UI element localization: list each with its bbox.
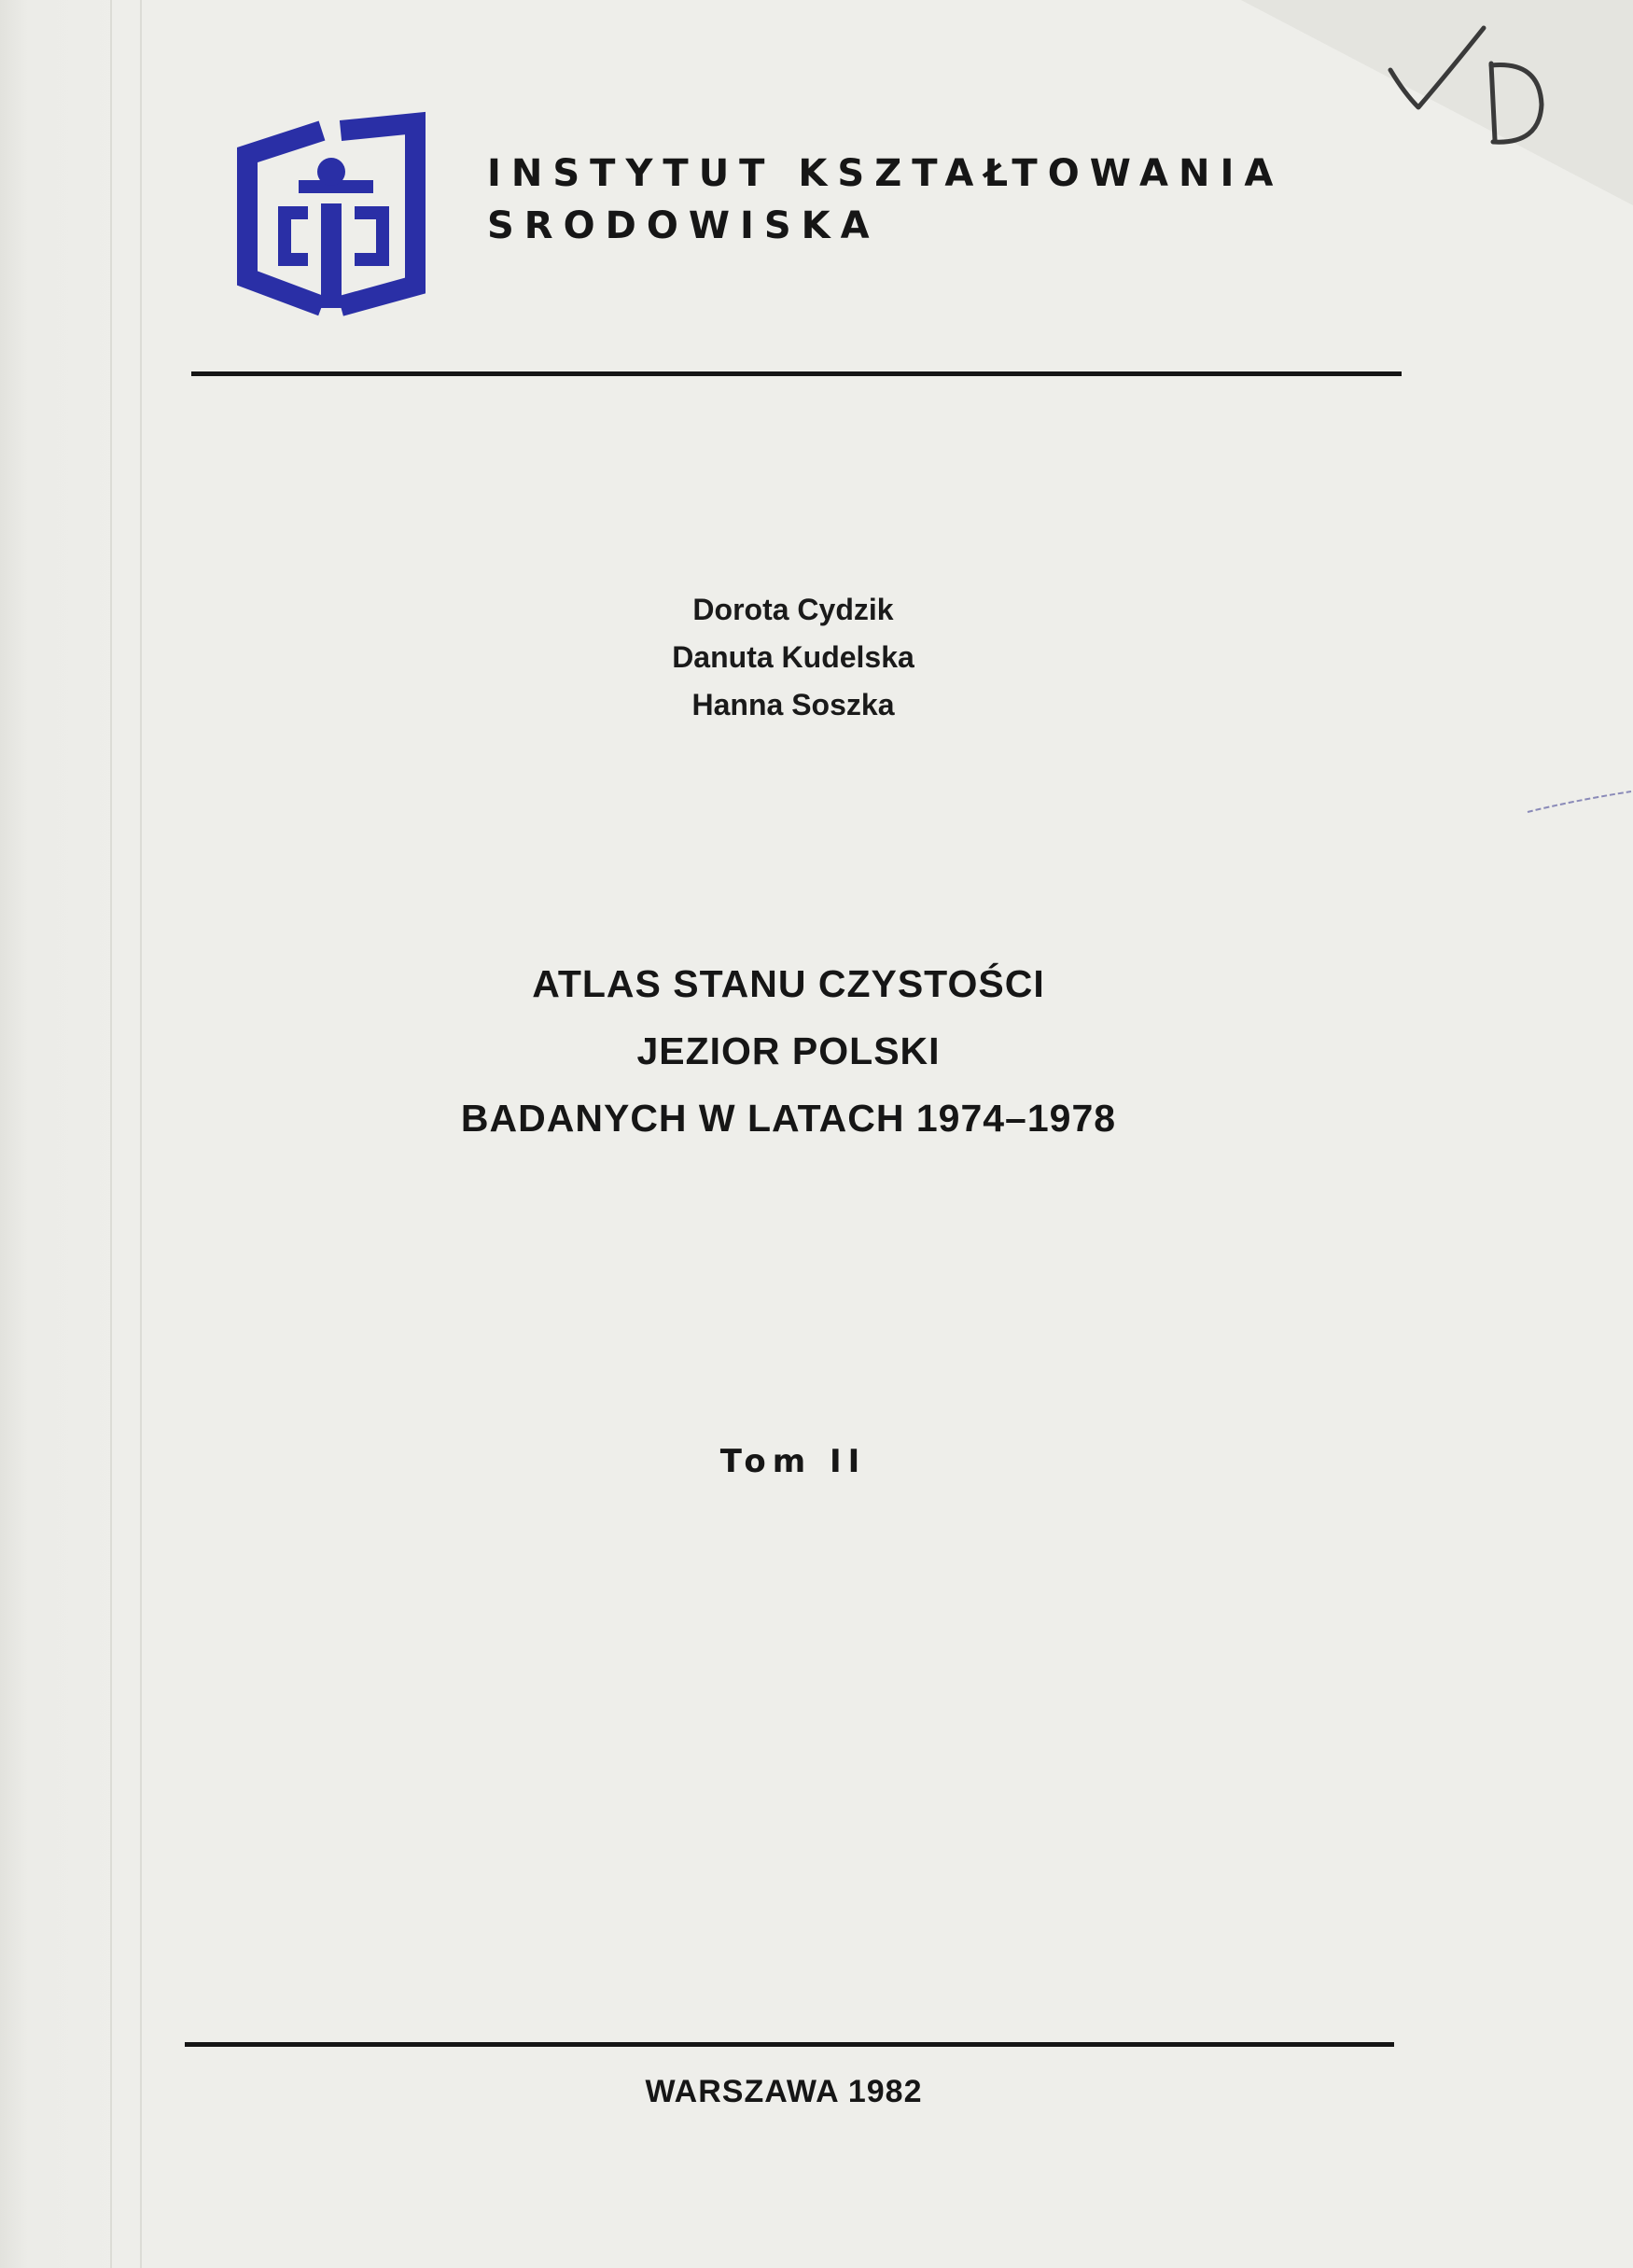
handwritten-initials-mark [1381, 19, 1558, 159]
top-divider [191, 371, 1402, 376]
institution-name-line1: INSTYTUT KSZTAŁTOWANIA [487, 152, 1284, 195]
spine-crease [110, 0, 112, 2268]
publication-place-year: WARSZAWA 1982 [645, 2074, 923, 2109]
author-name: Dorota Cydzik [692, 593, 894, 626]
spine-crease [140, 0, 142, 2268]
book-title-line2: JEZIOR POLSKI [636, 1029, 941, 1072]
institution-name-line2: SRODOWISKA [487, 204, 880, 247]
author-name: Danuta Kudelska [672, 640, 914, 674]
book-title-line3: BADANYCH W LATACH 1974–1978 [460, 1097, 1117, 1140]
volume-label: Tom II [719, 1443, 867, 1480]
bottom-divider [185, 2042, 1394, 2047]
stray-pen-mark [1526, 782, 1633, 819]
institute-logo-icon [233, 110, 429, 317]
author-list [560, 586, 1026, 729]
book-title [317, 950, 1260, 1152]
institution-name [487, 147, 1283, 252]
book-title-line1: ATLAS STANU CZYSTOŚCI [532, 962, 1045, 1005]
book-spine-edge [0, 0, 140, 2268]
author-name: Hanna Soszka [691, 688, 895, 721]
